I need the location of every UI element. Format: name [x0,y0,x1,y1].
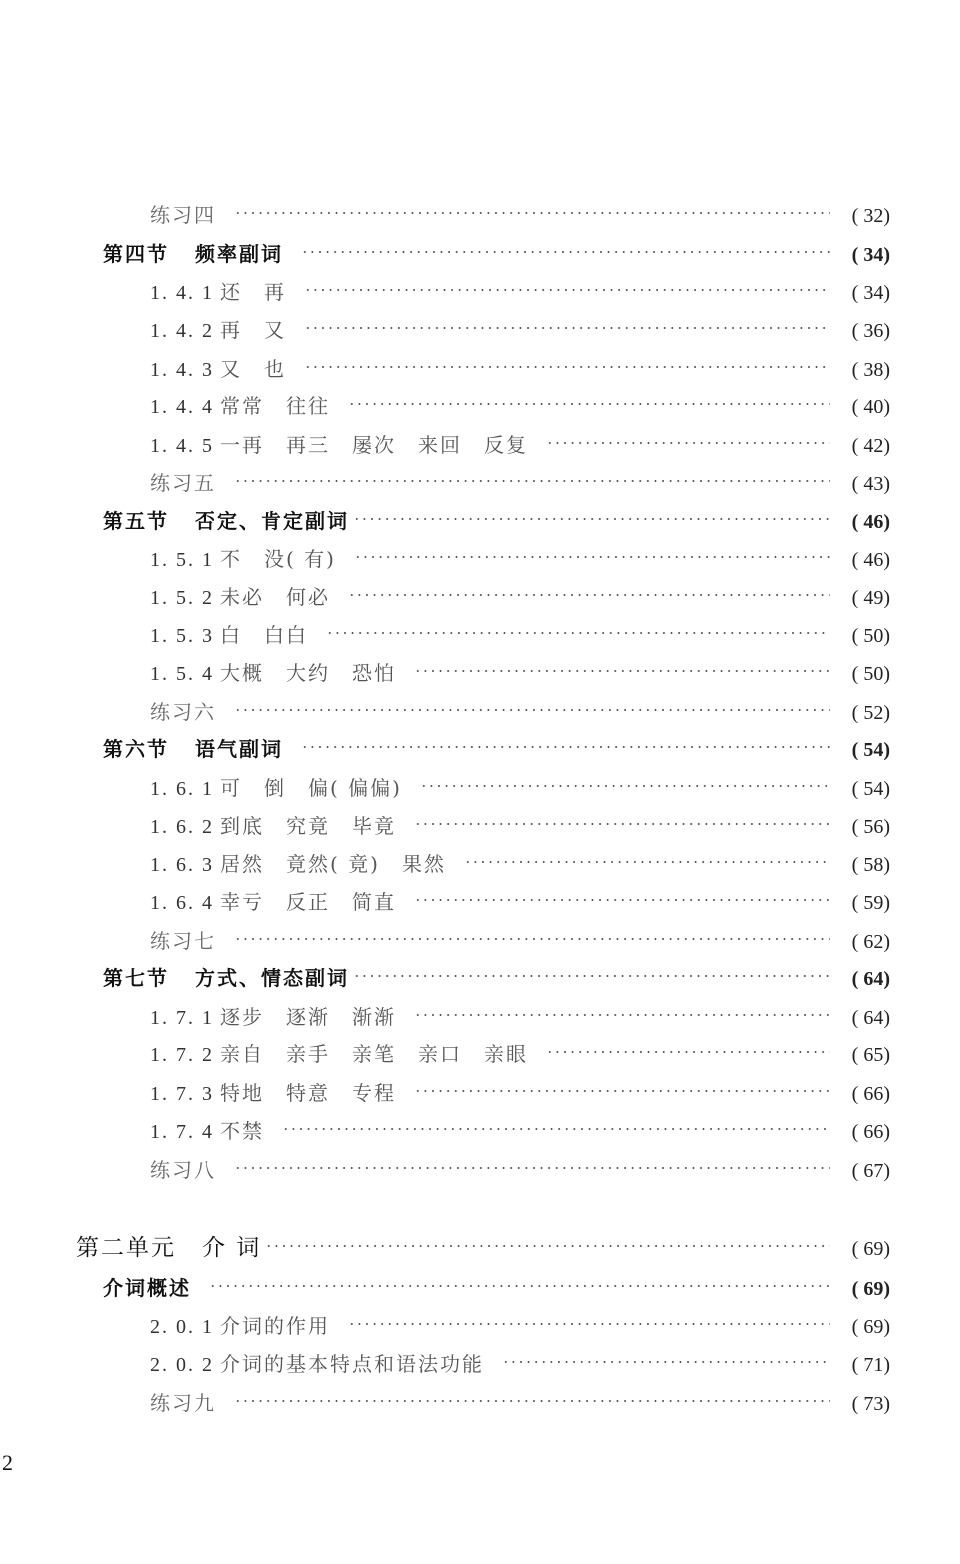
dot-leader [354,556,830,558]
toc-entry-subsection[interactable] [150,1078,890,1108]
dot-leader [464,861,830,863]
dot-leader [301,251,830,253]
dot-leader [234,938,830,940]
dot-leader [414,1090,830,1092]
keyword: 不禁 [220,1119,264,1143]
dot-leader [353,975,830,977]
keyword: 不 [220,547,242,571]
subsection-number: 1. 5. 2 [150,587,214,609]
keyword: 也 [264,357,286,381]
keyword: 恐怕 [352,661,396,685]
keyword: 大概 [220,661,264,685]
toc-page-ref: ( 64) [851,968,890,990]
dot-leader [348,594,830,596]
toc-entry-exercise[interactable] [150,468,890,498]
dot-leader [414,670,830,672]
toc-page-ref: ( 32) [851,205,890,227]
toc-entry-subsection[interactable] [150,620,890,650]
toc-page-ref: ( 52) [851,702,890,724]
keyword: 白 [220,623,242,647]
toc-entry-exercise[interactable] [150,926,890,956]
keyword: 再三 [286,433,330,457]
keyword: 简直 [352,890,396,914]
toc-page-ref: ( 42) [851,435,890,457]
page-number: 2 [2,1450,13,1475]
toc-page-ref: ( 54) [851,778,890,800]
unit-title: 介 词 [202,1235,262,1261]
keyword: 再 [264,280,286,304]
toc-entry-subsection[interactable] [150,277,890,307]
toc-page-ref: ( 66) [851,1121,890,1143]
section-prefix: 第六节 [103,737,169,761]
section-prefix: 第七节 [103,966,169,990]
toc-entry-subsection[interactable] [150,887,890,917]
toc-page-ref: ( 34) [851,244,890,266]
dot-leader [234,480,830,482]
subsection-number: 1. 6. 2 [150,816,214,838]
toc-entry-label: 练习五 [150,471,216,495]
subsection-number: 1. 7. 4 [150,1121,214,1143]
toc-entry-subsection[interactable] [150,315,890,345]
keyword: 何必 [286,585,330,609]
dot-leader [304,289,830,291]
toc-entry-exercise[interactable] [150,200,890,230]
toc-page-ref: ( 46) [851,549,890,571]
toc-page-ref: ( 43) [851,473,890,495]
toc-entry-subsection[interactable] [150,849,890,879]
toc-page-ref: ( 54) [851,739,890,761]
toc-entry-subsection[interactable] [150,773,890,803]
toc-page-ref: ( 36) [851,320,890,342]
keyword: 偏( 偏偏) [308,776,402,800]
keyword: 大约 [286,661,330,685]
subsection-number: 1. 7. 3 [150,1083,214,1105]
toc-page-ref: ( 38) [851,359,890,381]
keyword: 亲眼 [484,1042,528,1066]
keyword: 白白 [264,623,308,647]
toc-page-ref: ( 65) [851,1044,890,1066]
dot-leader [209,1285,830,1287]
keyword: 没( 有) [264,547,336,571]
toc-page-ref: ( 50) [851,625,890,647]
subsection-number: 1. 5. 4 [150,663,214,685]
dot-leader [414,1014,830,1016]
dot-leader [234,212,830,214]
dot-leader [265,1245,830,1247]
section-title: 方式、情态副词 [195,966,349,990]
toc-entry-exercise[interactable] [150,1155,890,1185]
dot-leader [353,518,830,520]
keyword: 介词的基本特点和语法功能 [220,1352,484,1376]
subsection-number: 1. 6. 4 [150,892,214,914]
subsection-number: 2. 0. 1 [150,1316,214,1338]
keyword: 倒 [264,776,286,800]
toc-page-ref: ( 66) [851,1083,890,1105]
toc-page-ref: ( 59) [851,892,890,914]
dot-leader [326,632,830,634]
toc-entry-section[interactable] [103,734,890,764]
subsection-number: 1. 5. 3 [150,625,214,647]
keyword: 介词的作用 [220,1314,330,1338]
toc-entry-label: 练习七 [150,929,216,953]
dot-leader [304,366,830,368]
toc-entry-subsection[interactable] [150,1311,890,1341]
keyword: 竟然( 竟) [286,852,380,876]
toc-entry-label: 练习六 [150,700,216,724]
keyword: 专程 [352,1081,396,1105]
toc-entry-subsection[interactable] [150,1039,890,1069]
toc-entry-subsection[interactable] [150,544,890,574]
keyword: 果然 [401,852,446,876]
toc-page-ref: ( 69) [851,1278,890,1300]
keyword: 再 [220,318,242,342]
subsection-number: 2. 0. 2 [150,1354,214,1376]
toc-entry-subsection[interactable] [150,1002,890,1032]
keyword: 可 [220,776,242,800]
toc-page-ref: ( 46) [851,511,890,533]
keyword: 往往 [286,394,330,418]
toc-entry-exercise[interactable] [150,697,890,727]
toc-page-ref: ( 56) [851,816,890,838]
toc-entry-section[interactable] [103,506,890,536]
section-title: 语气副词 [195,737,283,761]
dot-leader [234,709,830,711]
section-prefix: 第五节 [103,509,169,533]
toc-entry-section[interactable] [103,1273,890,1303]
subsection-number: 1. 4. 3 [150,359,214,381]
keyword: 亲手 [286,1042,330,1066]
dot-leader [420,785,830,787]
toc-entry-subsection[interactable] [150,811,890,841]
keyword: 居然 [220,852,264,876]
toc-entry-subsection[interactable] [150,430,890,460]
keyword: 来回 [418,433,462,457]
toc-page-ref: ( 40) [851,396,890,418]
dot-leader [348,1323,830,1325]
dot-leader [414,899,830,901]
keyword: 亲笔 [352,1042,396,1066]
keyword: 常常 [220,394,264,418]
dot-leader [234,1167,830,1169]
keyword: 逐渐 [286,1005,330,1029]
toc-page-ref: ( 62) [851,931,890,953]
subsection-number: 1. 7. 1 [150,1007,214,1029]
toc-entry-section[interactable] [103,963,890,993]
subsection-number: 1. 4. 1 [150,282,214,304]
subsection-number: 1. 4. 4 [150,396,214,418]
subsection-number: 1. 4. 2 [150,320,214,342]
toc-page-ref: ( 49) [851,587,890,609]
subsection-number: 1. 7. 2 [150,1044,214,1066]
toc-entry-unit[interactable] [76,1233,890,1263]
toc-entry-subsection[interactable] [150,1116,890,1146]
subsection-number: 1. 6. 1 [150,778,214,800]
keyword: 亲自 [220,1042,264,1066]
toc-entry-subsection[interactable] [150,658,890,688]
dot-leader [304,327,830,329]
toc-entry-exercise[interactable] [150,1388,890,1418]
toc-entry-label: 练习四 [150,203,216,227]
keyword: 特意 [286,1081,330,1105]
dot-leader [546,1051,830,1053]
subsection-number: 1. 6. 3 [150,854,214,876]
toc-entry-label: 练习九 [150,1391,216,1415]
toc-page-ref: ( 69) [851,1238,890,1260]
toc-page-ref: ( 50) [851,663,890,685]
keyword: 逐步 [220,1005,264,1029]
subsection-number: 1. 4. 5 [150,435,214,457]
dot-leader [348,403,830,405]
keyword: 又 [220,357,242,381]
keyword: 还 [220,280,242,304]
keyword: 渐渐 [352,1005,396,1029]
keyword: 到底 [220,814,264,838]
dot-leader [282,1128,830,1130]
keyword: 毕竟 [352,814,396,838]
toc-page-ref: ( 64) [851,1007,890,1029]
toc-page-ref: ( 73) [851,1393,890,1415]
toc-entry-subsection[interactable] [150,391,890,421]
dot-leader [546,442,830,444]
toc-entry-subsection[interactable] [150,354,890,384]
keyword: 反复 [484,433,528,457]
keyword: 究竟 [286,814,330,838]
toc-page-ref: ( 71) [851,1354,890,1376]
keyword: 又 [264,318,286,342]
section-title: 介词概述 [103,1276,191,1300]
keyword: 屡次 [352,433,396,457]
keyword: 特地 [220,1081,264,1105]
toc-page-ref: ( 69) [851,1316,890,1338]
keyword: 未必 [220,585,264,609]
subsection-number: 1. 5. 1 [150,549,214,571]
toc-entry-section[interactable] [103,239,890,269]
keyword: 亲口 [418,1042,462,1066]
toc-page-ref: ( 58) [851,854,890,876]
dot-leader [234,1400,830,1402]
keyword: 幸亏 [220,890,264,914]
toc-entry-subsection[interactable] [150,582,890,612]
section-prefix: 第四节 [103,242,169,266]
toc-page-ref: ( 34) [851,282,890,304]
dot-leader [301,746,830,748]
section-title: 频率副词 [195,242,283,266]
dot-leader [414,823,830,825]
dot-leader [502,1361,830,1363]
toc-entry-subsection[interactable] [150,1349,890,1379]
toc-entry-label: 练习八 [150,1158,216,1182]
section-title: 否定、肯定副词 [195,509,349,533]
unit-prefix: 第二单元 [76,1235,176,1261]
keyword: 一再 [220,433,264,457]
toc-page-ref: ( 67) [851,1160,890,1182]
keyword: 反正 [286,890,330,914]
